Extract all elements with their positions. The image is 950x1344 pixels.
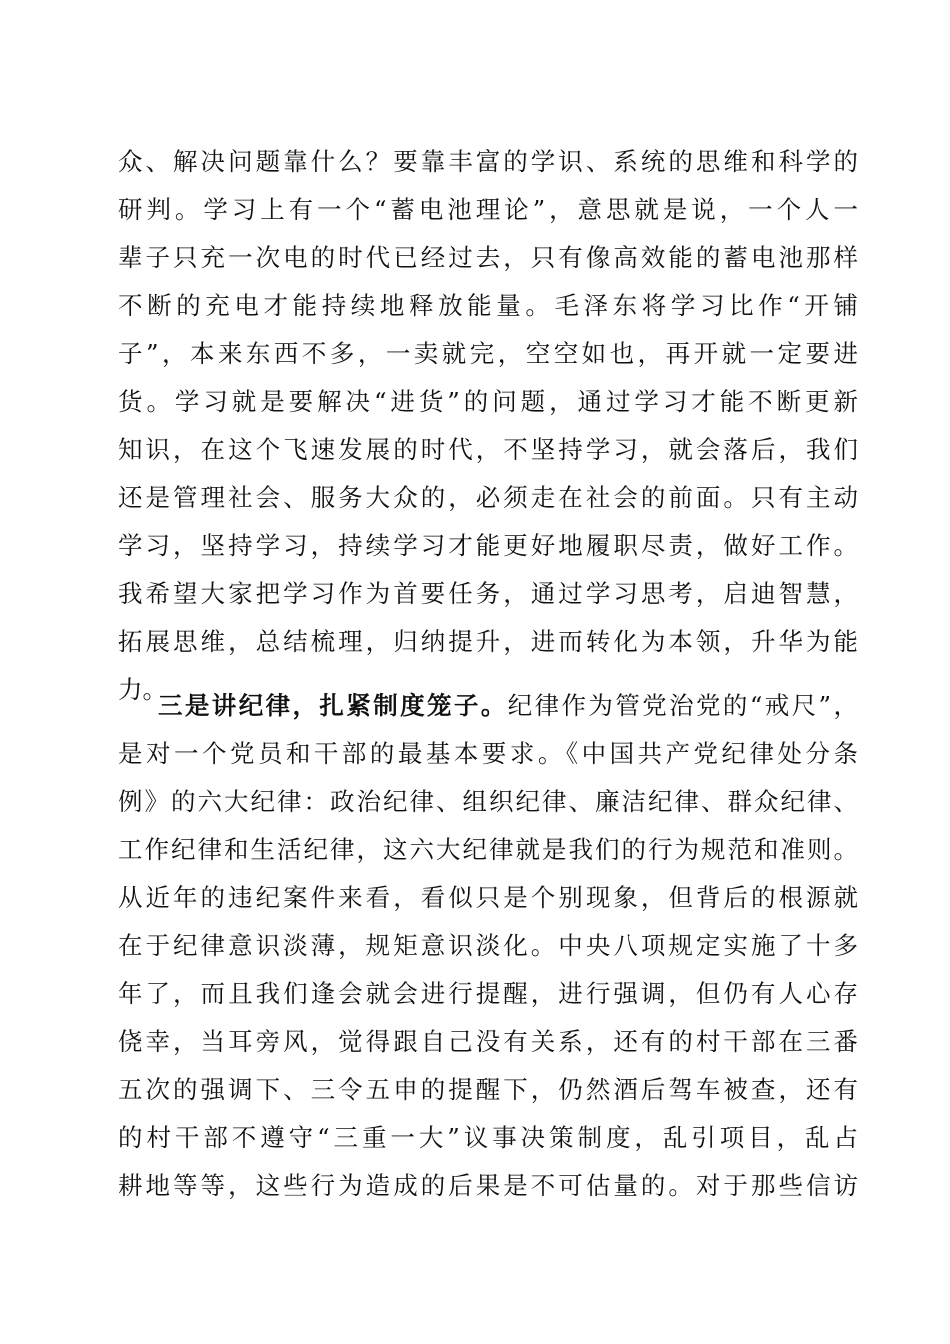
text-line: 研判。学习上有一个“蓄电池理论”，意思就是说，一个人一 <box>118 195 858 224</box>
text-line: 众、解决问题靠什么？要靠丰富的学识、系统的思维和科学的 <box>118 147 858 176</box>
text-line: 五次的强调下、三令五申的提醒下，仍然酒后驾车被查，还有 <box>118 1075 858 1104</box>
text-line: 例》的六大纪律：政治纪律、组织纪律、廉洁纪律、群众纪律、 <box>118 787 858 816</box>
text-line: 不断的充电才能持续地释放能量。毛泽东将学习比作“开铺 <box>118 291 858 320</box>
heading-line <box>118 682 858 730</box>
text-line: 拓展思维，总结梳理，归纳提升，进而转化为本领，升华为能 <box>118 627 858 656</box>
text-line: 我希望大家把学习作为首要任务，通过学习思考，启迪智慧， <box>118 579 858 608</box>
text-line: 在于纪律意识淡薄，规矩意识淡化。中央八项规定实施了十多 <box>118 931 858 960</box>
heading-line-rest: 纪律作为管党治党的“戒尺”， <box>507 691 858 720</box>
text-line: 知识，在这个飞速发展的时代，不坚持学习，就会落后，我们 <box>118 435 858 464</box>
text-line: 学习，坚持学习，持续学习才能更好地履职尽责，做好工作。 <box>118 531 858 560</box>
text-line: 货。学习就是要解决“进货”的问题，通过学习才能不断更新 <box>118 387 858 416</box>
text-line: 辈子只充一次电的时代已经过去，只有像高效能的蓄电池那样 <box>118 243 858 272</box>
paragraph-learning <box>118 138 858 714</box>
section-heading: 三是讲纪律，扎紧制度笼子。 <box>158 691 508 720</box>
text-line: 年了，而且我们逢会就会进行提醒，进行强调，但仍有人心存 <box>118 979 858 1008</box>
text-line: 子”，本来东西不多，一卖就完，空空如也，再开就一定要进 <box>118 339 858 368</box>
text-line: 侥幸，当耳旁风，觉得跟自己没有关系，还有的村干部在三番 <box>118 1027 858 1056</box>
text-line: 力。 <box>118 675 167 704</box>
text-line: 是对一个党员和干部的最基本要求。《中国共产党纪律处分条 <box>118 739 858 768</box>
text-line: 工作纪律和生活纪律，这六大纪律就是我们的行为规范和准则。 <box>118 835 858 864</box>
text-line: 从近年的违纪案件来看，看似只是个别现象，但背后的根源就 <box>118 883 858 912</box>
text-line: 耕地等等，这些行为造成的后果是不可估量的。对于那些信访 <box>118 1171 858 1200</box>
text-line: 还是管理社会、服务大众的，必须走在社会的前面。只有主动 <box>118 483 858 512</box>
paragraph-discipline <box>118 682 858 1210</box>
text-line: 的村干部不遵守“三重一大”议事决策制度，乱引项目，乱占 <box>118 1123 858 1152</box>
